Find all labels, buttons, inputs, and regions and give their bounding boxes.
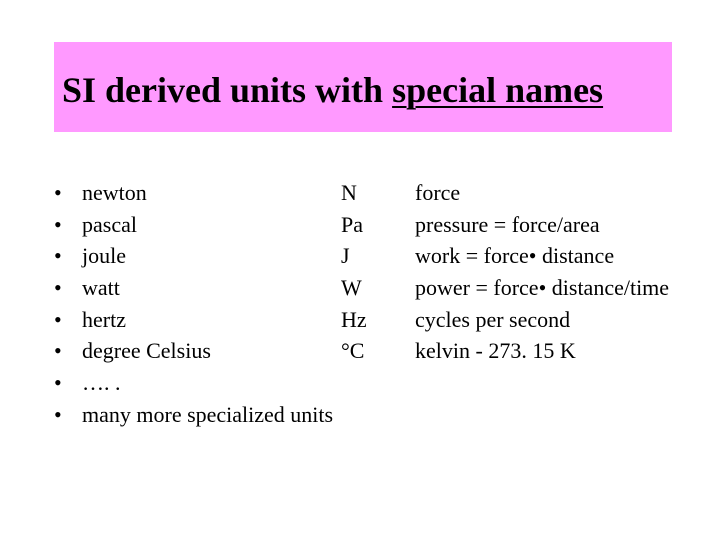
list-item-joule: [0, 240, 720, 272]
unit-description: pressure = force/area: [415, 211, 600, 237]
list-item-newton: [0, 177, 720, 209]
bullet-mark: •: [54, 211, 62, 237]
unit-description: kelvin - 273. 15 K: [415, 338, 576, 364]
unit-symbol: Hz: [341, 306, 367, 332]
bullet-mark: •: [54, 243, 62, 269]
unit-description: cycles per second: [415, 306, 571, 332]
list-item-watt: [0, 272, 720, 304]
unit-symbol: J: [341, 243, 350, 269]
unit-name: newton: [82, 180, 147, 205]
slide-title-main: SI derived units with: [62, 70, 393, 110]
list-item-degree-celsius: [0, 335, 720, 367]
unit-name: pascal: [82, 211, 137, 237]
unit-symbol: N: [341, 180, 357, 205]
bullet-mark: •: [54, 306, 62, 332]
slide-title: [62, 66, 603, 114]
unit-name: many more specialized units: [82, 401, 334, 427]
unit-name: degree Celsius: [82, 338, 211, 364]
unit-symbol: Pa: [341, 211, 363, 237]
unit-name: watt: [82, 275, 120, 301]
bullet-mark: •: [54, 338, 62, 364]
unit-name: joule: [82, 243, 126, 269]
list-item-hertz: [0, 304, 720, 336]
bullet-mark: •: [54, 180, 62, 205]
list-item-pascal: [0, 209, 720, 241]
unit-description: force: [415, 180, 461, 205]
unit-symbol: °C: [341, 338, 365, 364]
unit-description: power = force• distance/time: [415, 275, 670, 301]
bullet-mark: •: [54, 370, 62, 396]
unit-name: …. .: [82, 370, 121, 396]
slide-title-underlined: special names: [392, 70, 604, 110]
bullet-mark: •: [54, 401, 62, 427]
bullet-mark: •: [54, 275, 62, 301]
unit-description: work = force• distance: [415, 243, 615, 269]
list-item-more-units: [0, 399, 720, 431]
unit-symbol: W: [341, 275, 362, 301]
unit-list: [0, 177, 720, 431]
unit-name: hertz: [82, 306, 126, 332]
list-item-ellipsis: [0, 367, 720, 399]
